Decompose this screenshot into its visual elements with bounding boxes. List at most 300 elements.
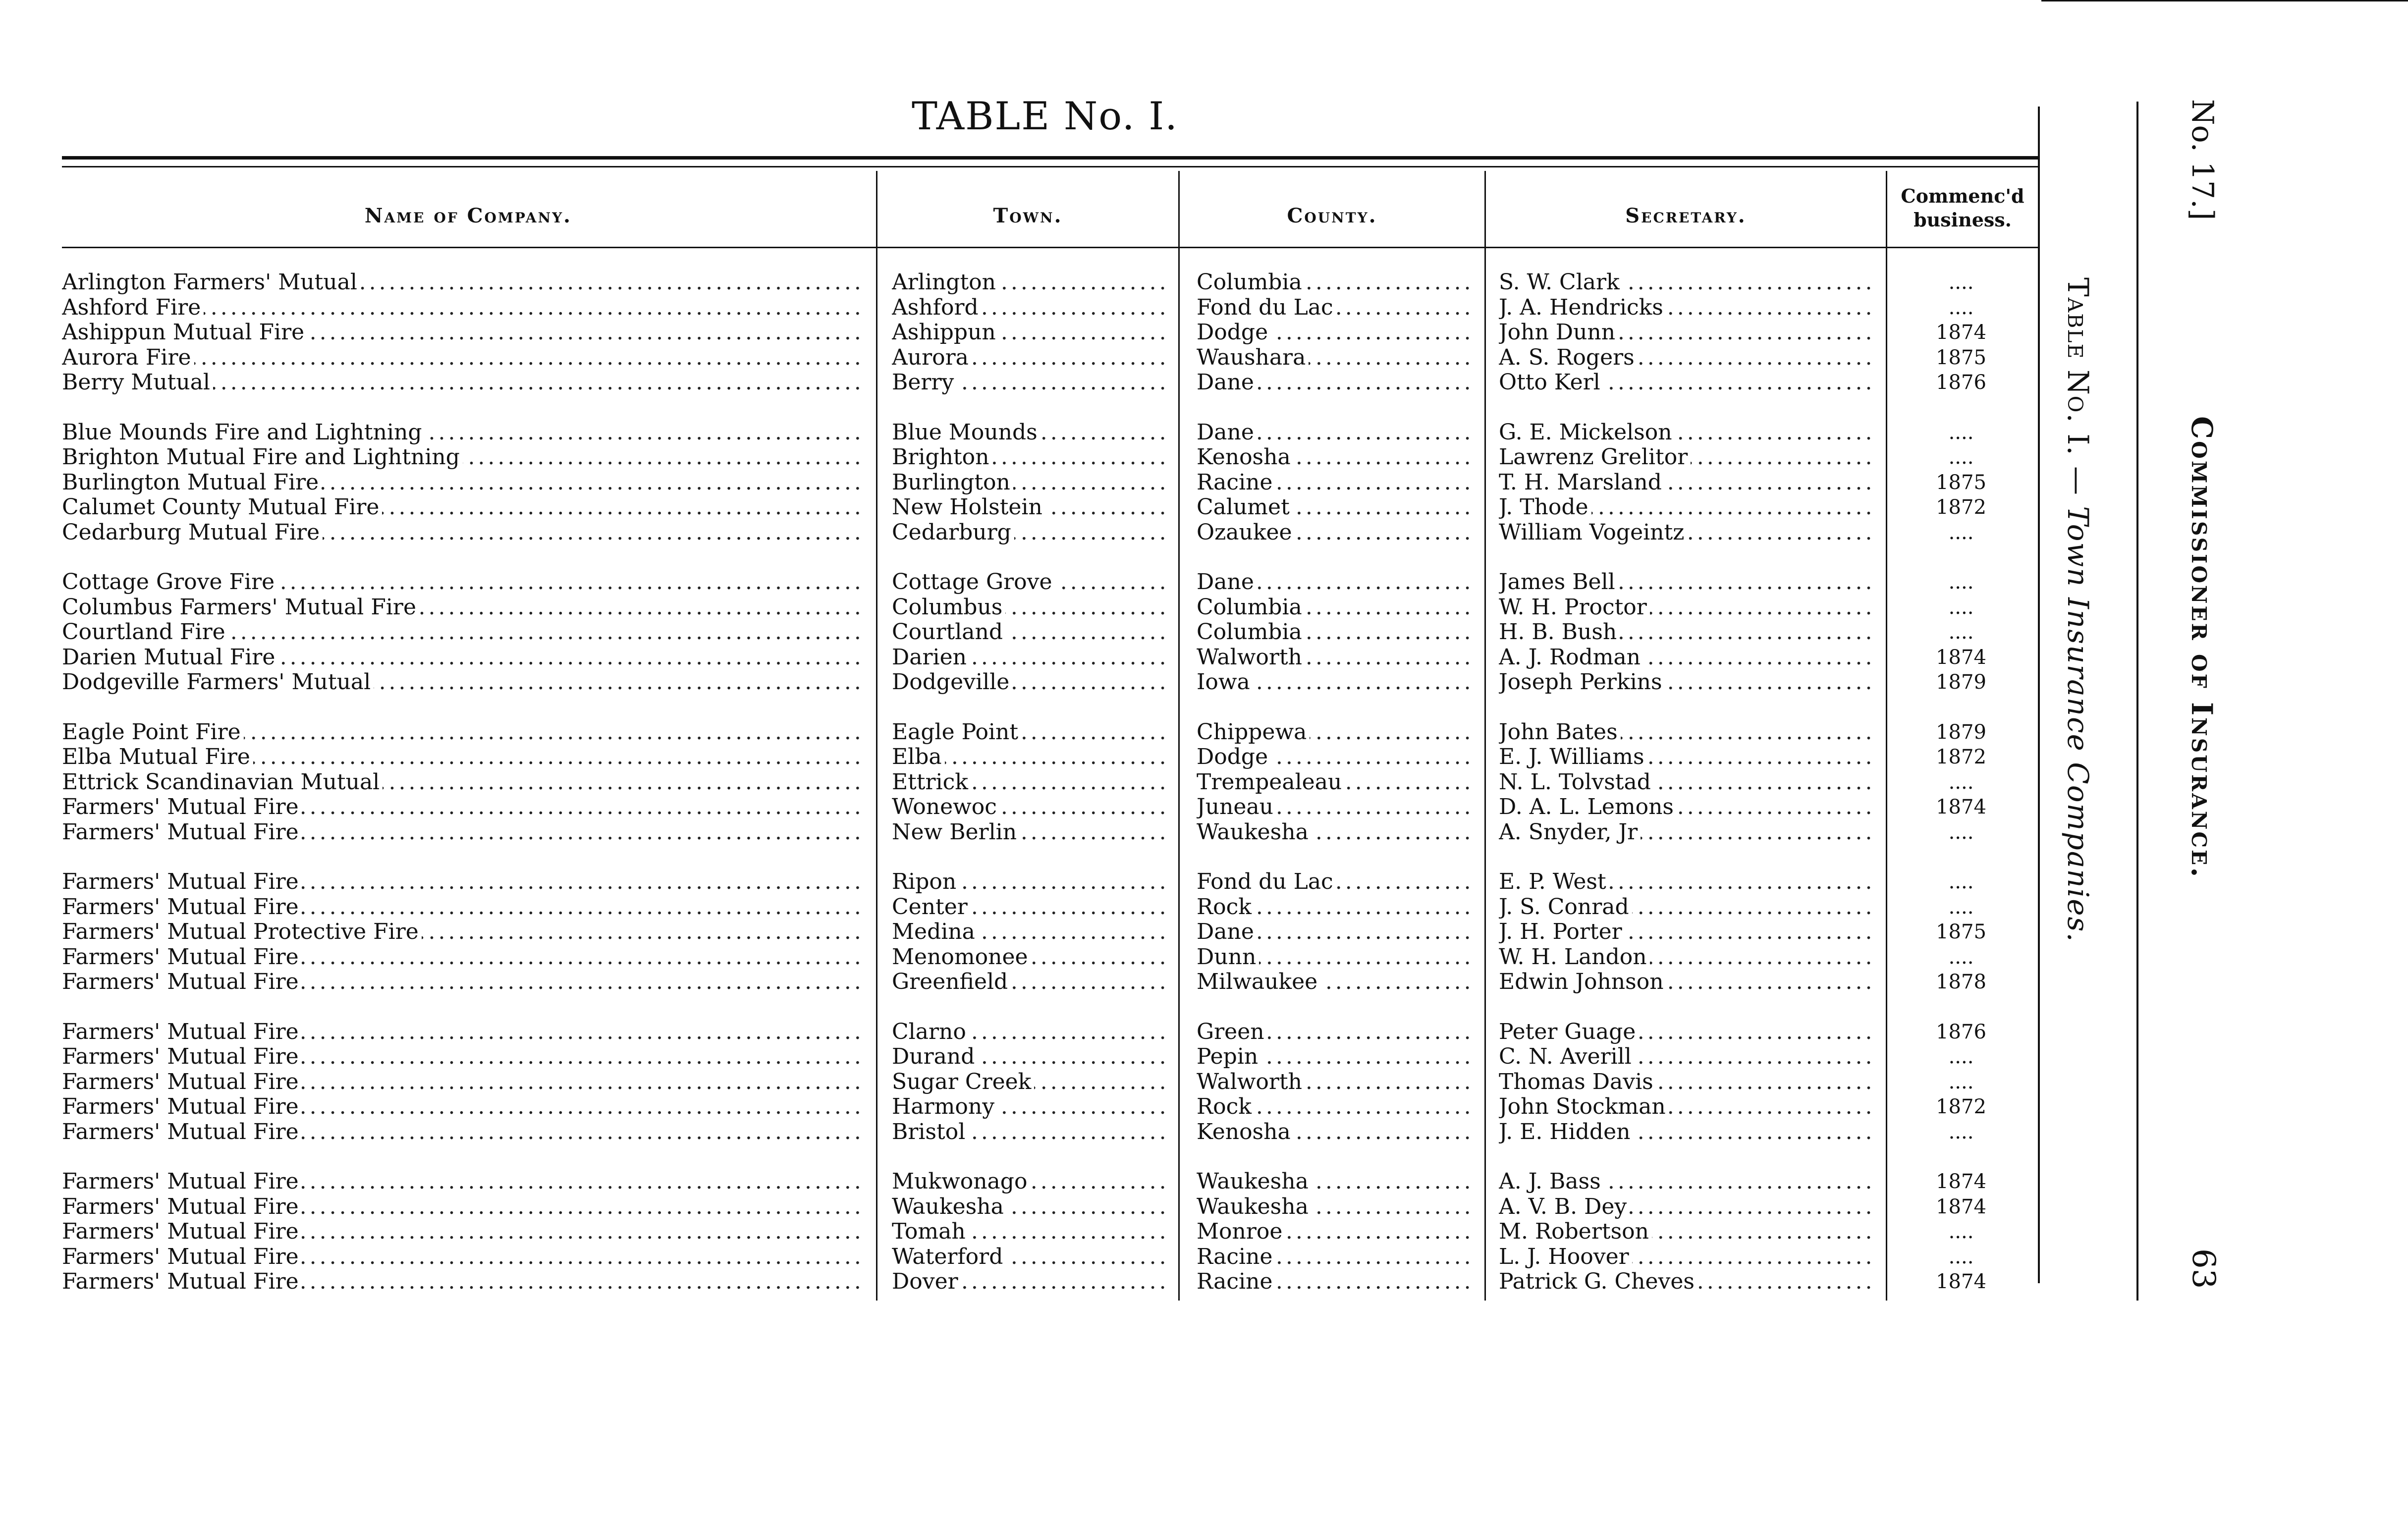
header-secretary: Secretary. <box>1625 204 1747 227</box>
company-cell <box>62 345 870 371</box>
secretary-cell <box>1499 745 1880 770</box>
secretary-cell <box>1499 595 1880 620</box>
county-text: Racine <box>1197 1245 1275 1269</box>
company-cell <box>62 1245 870 1270</box>
company-cell <box>62 920 870 945</box>
company-cell <box>62 770 870 795</box>
company-text: Farmers' Mutual Protective Fire <box>62 920 422 944</box>
secretary-cell <box>1499 820 1880 845</box>
county-cell <box>1197 1120 1479 1145</box>
county-text: Kenosha <box>1197 445 1294 470</box>
county-cell <box>1197 1195 1479 1220</box>
year-text: .... <box>1949 296 1977 319</box>
year-cell <box>1887 895 2038 920</box>
town-column <box>892 270 1174 1319</box>
row-group <box>1197 720 1479 845</box>
secretary-cell <box>1499 970 1880 995</box>
company-text: Farmers' Mutual Fire <box>62 1070 302 1094</box>
town-cell <box>892 445 1174 470</box>
town-text: Eagle Point <box>892 720 1021 745</box>
row-group <box>62 1020 870 1145</box>
year-cell <box>1887 970 2038 995</box>
county-text: Dodge <box>1197 320 1271 345</box>
header-rule <box>62 247 2039 248</box>
town-cell <box>892 720 1174 745</box>
year-cell <box>1887 795 2038 820</box>
town-cell <box>892 1094 1174 1120</box>
county-text: Dane <box>1197 370 1257 395</box>
town-cell <box>892 920 1174 945</box>
town-text: Berry <box>892 370 957 395</box>
town-text: Waukesha <box>892 1195 1007 1219</box>
county-cell <box>1197 420 1479 445</box>
header-commenced-line2: business. <box>1914 209 2012 231</box>
company-cell <box>62 1070 870 1095</box>
company-cell <box>62 295 870 321</box>
company-text: Ashford Fire <box>62 295 204 320</box>
company-text: Eagle Point Fire <box>62 720 244 745</box>
company-text: Farmers' Mutual Fire <box>62 1020 302 1044</box>
year-text: .... <box>1949 1071 1977 1093</box>
county-text: Kenosha <box>1197 1120 1294 1144</box>
county-cell <box>1197 795 1479 820</box>
year-cell <box>1887 945 2038 970</box>
year-text: .... <box>1949 771 1977 794</box>
secretary-cell <box>1499 945 1880 970</box>
county-cell <box>1197 270 1479 295</box>
year-cell <box>1887 270 2038 295</box>
year-cell <box>1887 295 2038 321</box>
year-text: .... <box>1949 421 1977 444</box>
county-text: Trempealeau <box>1197 770 1345 795</box>
column-divider-1 <box>876 171 877 1301</box>
secretary-text: Joseph Perkins <box>1499 670 1665 695</box>
county-cell <box>1197 345 1479 371</box>
company-text: Farmers' Mutual Fire <box>62 1245 302 1269</box>
town-text: Durand <box>892 1044 978 1069</box>
company-cell <box>62 470 870 495</box>
county-cell <box>1197 870 1479 895</box>
town-text: Elba <box>892 745 945 769</box>
secretary-cell <box>1499 1020 1880 1045</box>
county-text: Waukesha <box>1197 1169 1312 1194</box>
year-text: 1874 <box>1936 1270 1989 1293</box>
year-cell <box>1887 420 2038 445</box>
county-cell <box>1197 1044 1479 1070</box>
year-cell <box>1887 820 2038 845</box>
county-text: Columbia <box>1197 620 1305 645</box>
secretary-cell <box>1499 1219 1880 1245</box>
county-text: Racine <box>1197 1269 1275 1294</box>
town-text: Courtland <box>892 620 1006 645</box>
year-column <box>1887 270 2038 1319</box>
year-cell <box>1887 470 2038 495</box>
county-cell <box>1197 520 1479 545</box>
secretary-text: John Bates <box>1499 720 1621 745</box>
town-text: Wonewoc <box>892 795 1000 819</box>
town-cell <box>892 570 1174 595</box>
company-text: Columbus Farmers' Mutual Fire <box>62 595 419 620</box>
town-cell <box>892 870 1174 895</box>
secretary-cell <box>1499 320 1880 345</box>
company-text: Farmers' Mutual Fire <box>62 1044 302 1069</box>
town-text: New Holstein <box>892 495 1045 520</box>
secretary-text: J. S. Conrad <box>1499 895 1632 920</box>
year-text: 1879 <box>1936 721 1989 744</box>
company-cell <box>62 820 870 845</box>
secretary-text: Edwin Johnson <box>1499 970 1667 994</box>
town-cell <box>892 595 1174 620</box>
county-text: Chippewa <box>1197 720 1310 745</box>
year-text: .... <box>1949 821 1977 844</box>
county-cell <box>1197 1245 1479 1270</box>
header-commenced <box>1887 173 2038 243</box>
top-rule-thin <box>62 166 2039 167</box>
secretary-text: E. J. Williams <box>1499 745 1647 769</box>
row-group <box>1499 870 1880 995</box>
year-text: 1874 <box>1936 1196 1989 1218</box>
company-column <box>62 270 870 1319</box>
company-text: Brighton Mutual Fire and Lightning <box>62 445 463 470</box>
secretary-cell <box>1499 420 1880 445</box>
company-cell <box>62 620 870 645</box>
row-group <box>1887 270 2038 395</box>
county-text: Ozaukee <box>1197 520 1295 545</box>
year-cell <box>1887 1094 2038 1120</box>
company-cell <box>62 520 870 545</box>
side-title <box>2061 277 2095 943</box>
company-cell <box>62 1044 870 1070</box>
town-cell <box>892 295 1174 321</box>
town-text: Medina <box>892 920 978 944</box>
county-text: Racine <box>1197 470 1275 495</box>
county-text: Dunn <box>1197 945 1259 970</box>
county-text: Dane <box>1197 570 1257 595</box>
secretary-cell <box>1499 495 1880 520</box>
secretary-text: W. H. Landon <box>1499 945 1650 970</box>
town-text: Harmony <box>892 1094 997 1119</box>
county-text: Columbia <box>1197 270 1305 295</box>
company-cell <box>62 1169 870 1195</box>
town-cell <box>892 1245 1174 1270</box>
company-text: Darien Mutual Fire <box>62 645 278 670</box>
town-text: Ashford <box>892 295 982 320</box>
company-text: Cottage Grove Fire <box>62 570 277 595</box>
year-text: .... <box>1949 621 1977 644</box>
row-group <box>62 420 870 545</box>
company-text: Ettrick Scandinavian Mutual <box>62 770 383 795</box>
secretary-text: John Stockman <box>1499 1094 1669 1119</box>
county-cell <box>1197 770 1479 795</box>
secretary-text: William Vogeintz <box>1499 520 1687 545</box>
year-cell <box>1887 320 2038 345</box>
year-text: 1878 <box>1936 971 1989 993</box>
row-group <box>1887 870 2038 995</box>
secretary-text: Thomas Davis <box>1499 1070 1656 1094</box>
company-cell <box>62 895 870 920</box>
company-cell <box>62 370 870 395</box>
year-cell <box>1887 745 2038 770</box>
page-edge-rule <box>2041 0 2408 1</box>
year-cell <box>1887 1219 2038 1245</box>
county-cell <box>1197 1169 1479 1195</box>
secretary-cell <box>1499 795 1880 820</box>
company-cell <box>62 795 870 820</box>
row-group <box>62 570 870 695</box>
secretary-text: J. Thode <box>1499 495 1591 520</box>
year-cell <box>1887 1020 2038 1045</box>
company-text: Aurora Fire <box>62 345 194 370</box>
side-title-italic: Town Insurance Companies. <box>2061 506 2095 943</box>
secretary-text: H. B. Bush <box>1499 620 1620 645</box>
county-cell <box>1197 670 1479 695</box>
row-group <box>1887 1169 2038 1295</box>
town-text: Center <box>892 895 971 920</box>
county-cell <box>1197 595 1479 620</box>
secretary-cell <box>1499 1094 1880 1120</box>
side-title-prefix: Table No. I. — <box>2061 277 2095 506</box>
county-cell <box>1197 445 1479 470</box>
secretary-cell <box>1499 270 1880 295</box>
row-group <box>1499 270 1880 395</box>
county-cell <box>1197 920 1479 945</box>
town-cell <box>892 1195 1174 1220</box>
secretary-cell <box>1499 1120 1880 1145</box>
year-cell <box>1887 620 2038 645</box>
secretary-text: S. W. Clark <box>1499 270 1623 295</box>
county-text: Waushara <box>1197 345 1309 370</box>
year-text: .... <box>1949 521 1977 544</box>
running-title: Commissioner of Insurance. <box>2185 416 2219 879</box>
county-text: Rock <box>1197 1094 1255 1119</box>
town-cell <box>892 670 1174 695</box>
town-cell <box>892 345 1174 371</box>
year-text: .... <box>1949 271 1977 294</box>
county-text: Waukesha <box>1197 820 1312 845</box>
year-cell <box>1887 520 2038 545</box>
town-text: Waterford <box>892 1245 1006 1269</box>
county-cell <box>1197 1094 1479 1120</box>
year-text: .... <box>1949 870 1977 893</box>
town-text: Brighton <box>892 445 992 470</box>
town-text: Burlington <box>892 470 1013 495</box>
county-text: Columbia <box>1197 595 1305 620</box>
town-cell <box>892 1020 1174 1045</box>
company-cell <box>62 495 870 520</box>
company-text: Arlington Farmers' Mutual <box>62 270 360 295</box>
town-cell <box>892 620 1174 645</box>
row-group <box>1887 420 2038 545</box>
county-cell <box>1197 945 1479 970</box>
secretary-text: T. H. Marsland <box>1499 470 1665 495</box>
secretary-cell <box>1499 920 1880 945</box>
county-cell <box>1197 820 1479 845</box>
company-cell <box>62 945 870 970</box>
row-group <box>892 1020 1174 1145</box>
year-cell <box>1887 1169 2038 1195</box>
secretary-text: A. J. Rodman <box>1499 645 1643 670</box>
secretary-cell <box>1499 345 1880 371</box>
column-divider-2 <box>1178 171 1180 1301</box>
company-text: Farmers' Mutual Fire <box>62 795 302 819</box>
town-cell <box>892 795 1174 820</box>
company-cell <box>62 720 870 745</box>
secretary-cell <box>1499 1044 1880 1070</box>
county-cell <box>1197 620 1479 645</box>
secretary-text: D. A. L. Lemons <box>1499 795 1677 819</box>
county-text: Dane <box>1197 920 1257 944</box>
column-divider-6 <box>2136 102 2138 1301</box>
year-text: 1874 <box>1936 321 1989 344</box>
year-cell <box>1887 1195 2038 1220</box>
year-text: 1875 <box>1936 921 1989 943</box>
company-text: Farmers' Mutual Fire <box>62 820 302 845</box>
secretary-text: J. H. Porter <box>1499 920 1625 944</box>
county-cell <box>1197 720 1479 745</box>
county-cell <box>1197 1269 1479 1295</box>
column-divider-3 <box>1484 171 1486 1301</box>
year-text: .... <box>1949 896 1977 919</box>
year-text: .... <box>1949 946 1977 969</box>
town-text: Dodgeville <box>892 670 1012 695</box>
secretary-cell <box>1499 1269 1880 1295</box>
company-cell <box>62 320 870 345</box>
year-text: 1876 <box>1936 371 1989 394</box>
town-cell <box>892 1169 1174 1195</box>
town-cell <box>892 270 1174 295</box>
county-text: Walworth <box>1197 1070 1305 1094</box>
secretary-text: Peter Guage <box>1499 1020 1639 1044</box>
secretary-text: Patrick G. Cheves <box>1499 1269 1697 1294</box>
row-group <box>1499 720 1880 845</box>
town-cell <box>892 645 1174 670</box>
page-number: 63 <box>2185 1249 2222 1289</box>
town-text: Columbus <box>892 595 1005 620</box>
town-text: Greenfield <box>892 970 1011 994</box>
county-cell <box>1197 295 1479 321</box>
page-title: TABLE No. I. <box>912 94 1178 139</box>
company-cell <box>62 1219 870 1245</box>
company-text: Farmers' Mutual Fire <box>62 970 302 994</box>
secretary-text: John Dunn <box>1499 320 1618 345</box>
secretary-cell <box>1499 445 1880 470</box>
secretary-text: W. H. Proctor <box>1499 595 1650 620</box>
secretary-cell <box>1499 470 1880 495</box>
year-text: 1875 <box>1936 346 1989 369</box>
town-text: Cedarburg <box>892 520 1014 545</box>
county-cell <box>1197 1219 1479 1245</box>
row-group <box>892 720 1174 845</box>
town-cell <box>892 820 1174 845</box>
company-text: Courtland Fire <box>62 620 228 645</box>
year-cell <box>1887 345 2038 371</box>
year-cell <box>1887 445 2038 470</box>
county-text: Fond du Lac <box>1197 870 1336 894</box>
secretary-cell <box>1499 895 1880 920</box>
town-cell <box>892 1219 1174 1245</box>
secretary-cell <box>1499 1169 1880 1195</box>
row-group <box>892 420 1174 545</box>
row-group <box>892 1169 1174 1295</box>
secretary-text: N. L. Tolvstad <box>1499 770 1654 795</box>
company-text: Farmers' Mutual Fire <box>62 1169 302 1194</box>
secretary-cell <box>1499 370 1880 395</box>
company-text: Farmers' Mutual Fire <box>62 895 302 920</box>
company-text: Dodgeville Farmers' Mutual <box>62 670 374 695</box>
secretary-cell <box>1499 520 1880 545</box>
county-cell <box>1197 570 1479 595</box>
row-group <box>1197 1020 1479 1145</box>
year-text: 1872 <box>1936 1095 1989 1118</box>
secretary-cell <box>1499 770 1880 795</box>
county-text: Rock <box>1197 895 1255 920</box>
secretary-text: Lawrenz Grelitor <box>1499 445 1691 470</box>
year-cell <box>1887 920 2038 945</box>
county-cell <box>1197 895 1479 920</box>
row-group <box>1197 570 1479 695</box>
town-cell <box>892 945 1174 970</box>
year-text: 1872 <box>1936 496 1989 519</box>
header-company: Name of Company. <box>364 204 572 227</box>
county-cell <box>1197 320 1479 345</box>
secretary-cell <box>1499 720 1880 745</box>
town-text: Ripon <box>892 870 959 894</box>
year-text: .... <box>1949 571 1977 594</box>
secretary-text: J. A. Hendricks <box>1499 295 1666 320</box>
county-cell <box>1197 1020 1479 1045</box>
row-group <box>1499 1169 1880 1295</box>
row-group <box>892 270 1174 395</box>
year-text: .... <box>1949 1246 1977 1268</box>
company-text: Cedarburg Mutual Fire <box>62 520 323 545</box>
year-cell <box>1887 645 2038 670</box>
secretary-text: J. E. Hidden <box>1499 1120 1633 1144</box>
company-text: Farmers' Mutual Fire <box>62 1269 302 1294</box>
town-text: New Berlin <box>892 820 1020 845</box>
company-text: Elba Mutual Fire <box>62 745 253 769</box>
row-group <box>62 720 870 845</box>
secretary-cell <box>1499 870 1880 895</box>
town-text: Blue Mounds <box>892 420 1040 445</box>
year-cell <box>1887 370 2038 395</box>
row-group <box>62 270 870 395</box>
row-group <box>1197 870 1479 995</box>
company-cell <box>62 595 870 620</box>
company-text: Farmers' Mutual Fire <box>62 945 302 970</box>
secretary-cell <box>1499 645 1880 670</box>
year-cell <box>1887 1120 2038 1145</box>
year-text: .... <box>1949 596 1977 619</box>
company-cell <box>62 1020 870 1045</box>
town-text: Sugar Creek <box>892 1070 1034 1094</box>
secretary-column <box>1499 270 1880 1319</box>
year-text: 1876 <box>1936 1021 1989 1043</box>
secretary-text: A. V. B. Dey <box>1499 1195 1630 1219</box>
company-cell <box>62 745 870 770</box>
town-text: Darien <box>892 645 970 670</box>
row-group <box>1887 1020 2038 1145</box>
county-cell <box>1197 1070 1479 1095</box>
town-cell <box>892 420 1174 445</box>
year-text: 1874 <box>1936 796 1989 818</box>
town-text: Menomonee <box>892 945 1031 970</box>
county-text: Monroe <box>1197 1219 1285 1244</box>
county-text: Dodge <box>1197 745 1271 769</box>
company-cell <box>62 270 870 295</box>
year-cell <box>1887 720 2038 745</box>
county-cell <box>1197 495 1479 520</box>
header-county: County. <box>1287 204 1377 227</box>
